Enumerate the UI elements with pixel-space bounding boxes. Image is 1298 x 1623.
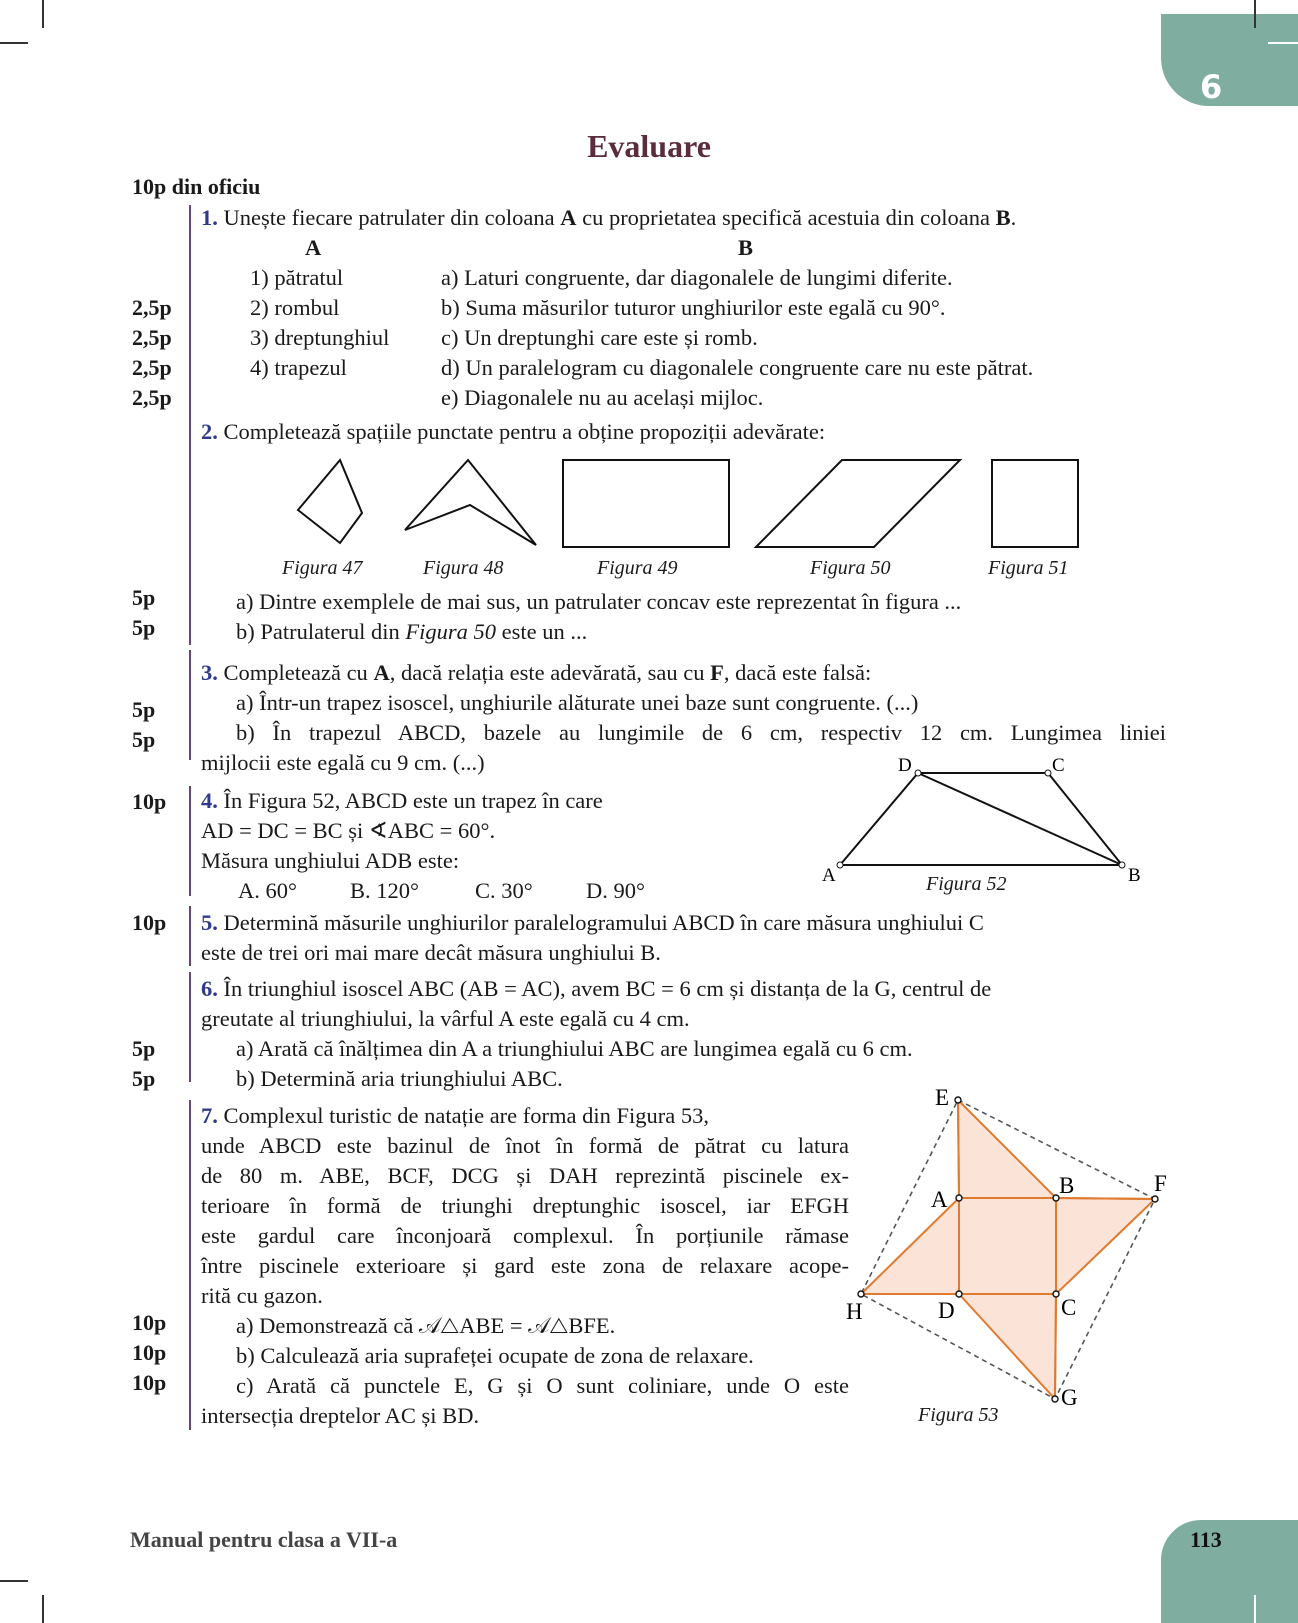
q4-option: D. 90°	[586, 878, 645, 903]
q1-text: cu proprietatea specifică acestuia din coloana	[576, 205, 996, 230]
points-label: 10p	[132, 1340, 167, 1365]
points-label: 5p	[132, 1036, 156, 1061]
figure-50-parallelogram	[756, 460, 960, 547]
crop-mark	[1254, 1595, 1256, 1623]
figure-47-kite	[298, 460, 362, 543]
points-label: 5p	[132, 727, 156, 752]
figure-caption: Figura 53	[918, 1404, 999, 1426]
q7-item-a: a) Demonstrează că 𝒜△ABE = 𝒜△BFE.	[236, 1313, 616, 1338]
q7-line: este gardul care înconjoară complexul. În porțiunile rămase	[201, 1223, 849, 1248]
q6-item-b: b) Determină aria triunghiului ABC.	[236, 1066, 563, 1091]
q1-col-a-item: 4) trapezul	[250, 355, 347, 380]
q4-line3: Măsura unghiului ADB este:	[201, 848, 460, 873]
q5-line2: este de trei ori mai mare decât măsura unghiului B.	[201, 940, 661, 965]
q1-letter-b: B	[995, 205, 1011, 230]
figure-51-square	[992, 460, 1078, 547]
section-rule	[189, 906, 191, 966]
q4-option: A. 60°	[238, 878, 297, 903]
q7-item-b: b) Calculează aria suprafeței ocupate de zona de relaxare.	[236, 1343, 754, 1368]
q1-letter-a: A	[560, 205, 577, 230]
q6-number: 6.	[201, 976, 218, 1001]
figure-48-concave	[405, 460, 536, 545]
figure-caption: Figura 51	[988, 557, 1069, 579]
q1-col-b-item: b) Suma măsurilor tuturor unghiurilor este egală cu 90°.	[441, 295, 946, 320]
vertex-label-b: B	[1128, 865, 1141, 886]
q1-col-a-item: 1) pătratul	[250, 265, 344, 290]
points-label: 2,5p	[132, 325, 172, 350]
vertex-label-b: B	[1059, 1173, 1075, 1198]
points-label: 5p	[132, 697, 156, 722]
q2-item-a: a) Dintre exemplele de mai sus, un patrulater concav este reprezentat în figura ...	[236, 589, 962, 614]
q5-line1	[201, 908, 984, 938]
page-number-tab	[1161, 1520, 1298, 1623]
q6-item-a: a) Arată că înălțimea din A a triunghiului ABC are lungimea egală cu 6 cm.	[236, 1036, 913, 1061]
q7-line: de 80 m. ABE, BCF, DCG și DAH reprezintă piscinele ex-	[201, 1163, 849, 1188]
vertex-label-h: H	[846, 1299, 863, 1324]
points-label: 5p	[132, 1066, 156, 1091]
q3-letter-f: F	[710, 660, 724, 685]
q4-number: 4.	[201, 788, 218, 813]
figure-caption: Figura 50	[810, 557, 891, 579]
q7-line: terioare în formă de triunghi dreptunghic isoscel, iar EFGH	[201, 1193, 849, 1218]
q3-number: 3.	[201, 660, 218, 685]
chapter-tab	[1161, 14, 1298, 106]
q4-option: B. 120°	[350, 878, 420, 903]
q3-text: , dacă relația este adevărată, sau cu	[389, 660, 711, 685]
vertex-label-d: D	[938, 1298, 955, 1323]
vertex-label-g: G	[1061, 1385, 1078, 1410]
vertex-label-a: A	[822, 865, 836, 886]
q5-text: Determină măsurile unghiurilor paralelogramului ABCD în care măsura unghiului C	[223, 910, 984, 935]
q3-letter-a: A	[373, 660, 390, 685]
crop-mark	[0, 42, 28, 44]
points-label: 2,5p	[132, 295, 172, 320]
section-rule	[189, 972, 191, 1082]
section-rule	[189, 650, 191, 760]
q6-line1	[201, 974, 991, 1004]
points-label: 10p	[132, 789, 167, 814]
figure-caption: Figura 52	[926, 873, 1007, 895]
q7-line: unde ABCD este bazinul de înot în formă de pătrat cu latura	[201, 1133, 849, 1158]
oficiu-points: 10p din oficiu	[132, 174, 261, 199]
q7-text: Complexul turistic de natație are forma din Figura 53,	[223, 1103, 709, 1128]
figure-caption: Figura 49	[597, 557, 678, 579]
q4-text: În Figura 52, ABCD este un trapez în care	[223, 788, 603, 813]
page-title: Evaluare	[587, 128, 711, 164]
q2-statement	[201, 417, 825, 447]
q6-text: În triunghiul isoscel ABC (AB = AC), avem BC = 6 cm și distanța de la G, centrul de	[223, 976, 992, 1001]
vertex-label-a: A	[931, 1187, 948, 1212]
points-label: 10p	[132, 1310, 167, 1335]
figure-49-rectangle	[563, 460, 729, 547]
points-label: 2,5p	[132, 385, 172, 410]
q5-number: 5.	[201, 910, 218, 935]
q2-b-text: este un ...	[495, 619, 588, 644]
q2-item-b	[236, 617, 587, 647]
points-label: 2,5p	[132, 355, 172, 380]
q1-col-a-item: 2) rombul	[250, 295, 340, 320]
q1-col-b-item: c) Un dreptunghi care este și romb.	[441, 325, 758, 350]
vertex-label-c: C	[1061, 1295, 1077, 1320]
q1-column-a-header: A	[305, 235, 322, 260]
vertex-label-f: F	[1154, 1171, 1167, 1196]
q2-b-figure-ref: Figura 50	[405, 619, 496, 644]
q7-item-c-line2: intersecția dreptelor AC și BD.	[201, 1403, 480, 1428]
q1-column-b-header: B	[738, 235, 754, 260]
q3-text: , dacă este falsă:	[723, 660, 872, 685]
q1-text: .	[1010, 205, 1017, 230]
q1-col-b-item: d) Un paralelogram cu diagonalele congruente care nu este pătrat.	[441, 355, 1034, 380]
q1-number: 1.	[201, 205, 218, 230]
q1-col-a-item: 3) dreptunghiul	[250, 325, 390, 350]
q3-item-b-line1: b) În trapezul ABCD, bazele au lungimile de 6 cm, respectiv 12 cm. Lungimea liniei	[236, 720, 1166, 745]
q4-line1	[201, 786, 603, 816]
section-rule	[189, 1100, 191, 1430]
crop-mark	[0, 1580, 28, 1582]
vertex-label-d: D	[898, 755, 912, 776]
section-rule	[189, 786, 191, 896]
points-label: 5p	[132, 585, 156, 610]
q2-b-text: b) Patrulaterul din	[236, 619, 406, 644]
crop-mark	[1268, 42, 1298, 44]
q7-line: rită cu gazon.	[201, 1283, 323, 1308]
points-label: 10p	[132, 1370, 167, 1395]
vertex-label-e: E	[935, 1085, 950, 1110]
chapter-number: 6	[1200, 68, 1223, 106]
q4-line2: AD = DC = BC și ∢ABC = 60°.	[201, 818, 496, 843]
q3-statement	[201, 658, 871, 688]
q4-option: C. 30°	[475, 878, 533, 903]
figure-caption: Figura 48	[423, 557, 504, 579]
q7-number: 7.	[201, 1103, 218, 1128]
q3-item-b-line2: mijlocii este egală cu 9 cm. (...)	[201, 750, 485, 775]
q7-item-c-line1: c) Arată că punctele E, G și O sunt coliniare, unde O este	[236, 1373, 849, 1398]
vertex-label-c: C	[1052, 755, 1065, 776]
page-number: 113	[1190, 1527, 1222, 1552]
q2-number: 2.	[201, 419, 218, 444]
crop-mark	[1254, 0, 1256, 28]
q2-text: Completează spațiile punctate pentru a obține propoziții adevărate:	[223, 419, 826, 444]
figure-caption: Figura 47	[282, 557, 363, 579]
q1-col-b-item: a) Laturi congruente, dar diagonalele de lungimi diferite.	[441, 265, 953, 290]
footer-book-title: Manual pentru clasa a VII-a	[130, 1527, 398, 1552]
q1-col-b-item: e) Diagonalele nu au același mijloc.	[441, 385, 764, 410]
q3-text: Completează cu	[223, 660, 374, 685]
q7-line: între piscinele exterioare și gard este zona de relaxare acope-	[201, 1253, 849, 1278]
q3-item-a: a) Într-un trapez isoscel, unghiurile alăturate unei baze sunt congruente. (...)	[236, 690, 919, 715]
section-rule	[189, 205, 191, 645]
crop-mark	[42, 0, 44, 28]
figure-53-pool-complex	[840, 1075, 1180, 1420]
crop-mark	[42, 1595, 44, 1623]
q2-figures	[280, 455, 1100, 555]
q6-line2: greutate al triunghiului, la vârful A este egală cu 4 cm.	[201, 1006, 690, 1031]
points-label: 10p	[132, 910, 167, 935]
q7-line	[201, 1101, 709, 1131]
q1-text: Unește fiecare patrulater din coloana	[223, 205, 561, 230]
q1-statement	[201, 203, 1016, 233]
points-label: 5p	[132, 615, 156, 640]
